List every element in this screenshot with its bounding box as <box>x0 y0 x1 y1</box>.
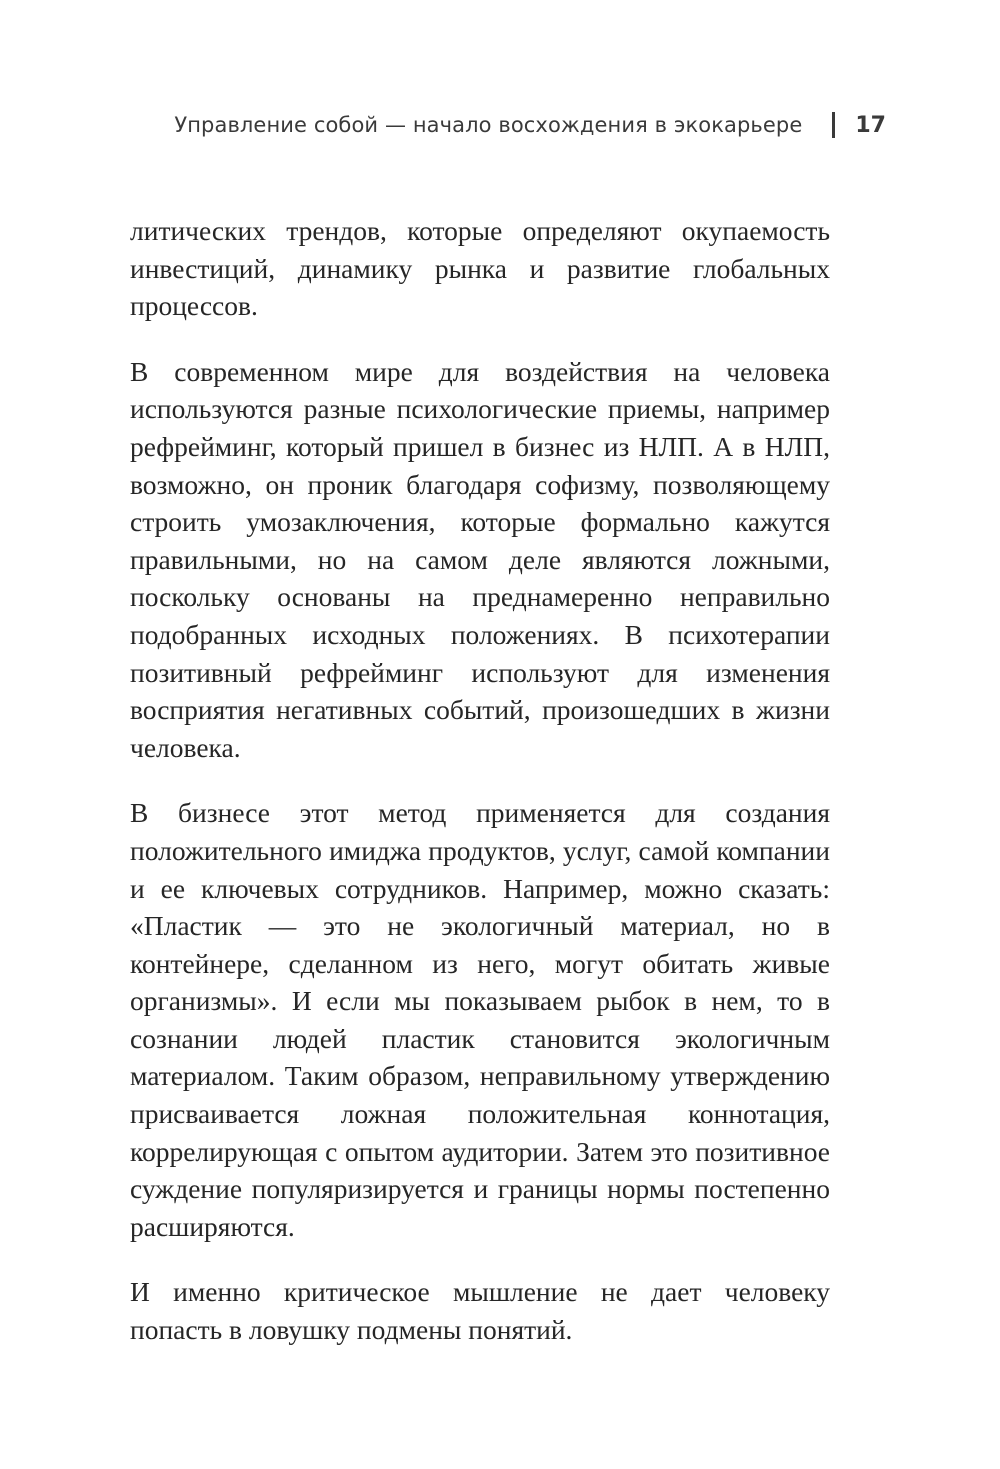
paragraph-2: В современном мире для воздействия на человека используются разные психологические приемы, например рефрейминг, который пришел в бизнес из НЛП. А в НЛП, возможно, он проник благодаря софизму, позволяющему строить умозаключения, которые формально кажутся правильными, но на самом деле являются ложными, поскольку основаны на преднамеренно неправильно подобранных исходных положениях. В психотерапии позитивный рефрейминг используют для изменения восприятия негативных событий, произошедших в жизни человека. <box>130 355 830 763</box>
paragraph-4: И именно критическое мышление не дает человеку попасть в ловушку подмены понятий. <box>130 1276 830 1346</box>
paragraph-3: В бизнесе этот метод применяется для создания положительного имиджа продуктов, услуг, самой компании и ее ключевых сотрудников. Например, можно сказать: «Пластик — это не экологичный материал, но в контейнере, сделанном из него, могут обитать живые организмы». И если мы показываем рыбок в нем, то в сознании людей пластик становится экологичным материалом. Таким образом, неправильному утверждению присваивается ложная положительная коннотация, коррелирующая с опытом аудитории. Затем это позитивное суждение популяризируется и границы нормы постепенно расширяются. <box>130 797 830 1242</box>
running-head <box>0 112 886 138</box>
chapter-title: Управление собой — начало восхождения в экокарьере <box>174 113 803 137</box>
body-text <box>130 212 830 1377</box>
header-separator <box>832 112 835 138</box>
page-number: 17 <box>855 112 886 138</box>
paragraph-1: литических трендов, которые определяют окупаемость инвестиций, динамику рынка и развитие глобальных процессов. <box>130 215 830 322</box>
